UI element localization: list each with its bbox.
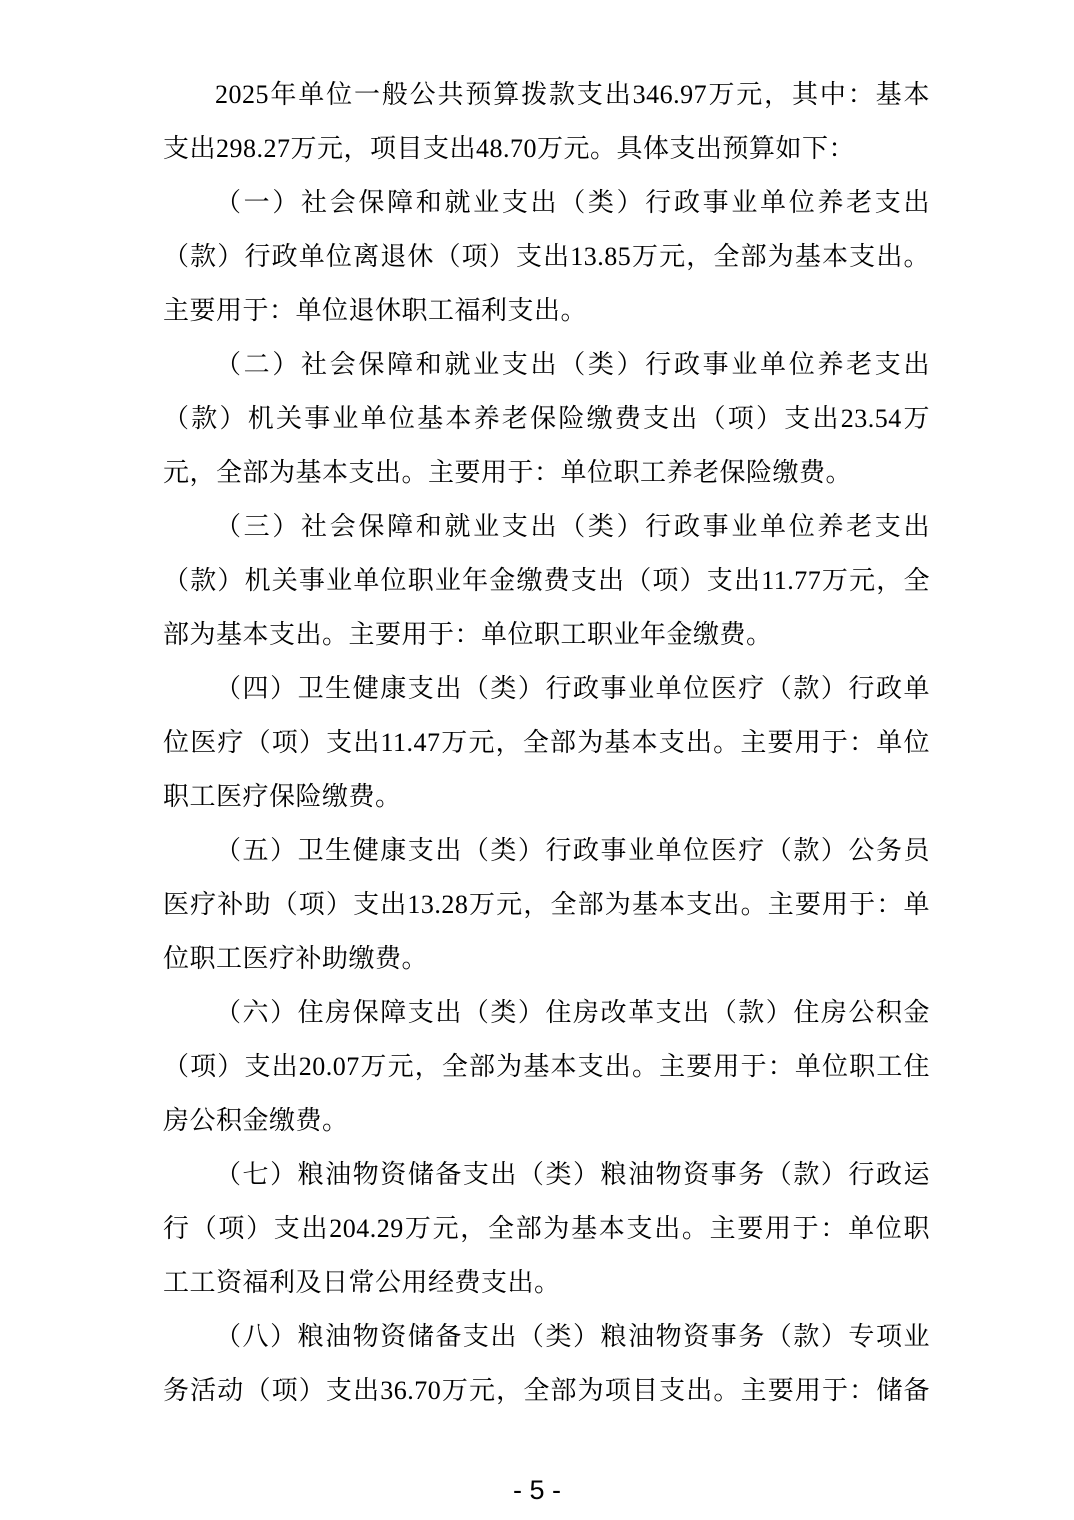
paragraph <box>163 500 930 662</box>
text-line: 主要用于：单位退休职工福利支出。 <box>163 296 588 325</box>
text-line: （五）卫生健康支出（类）行政事业单位医疗（款）公务员 <box>215 836 930 865</box>
paragraph <box>163 1310 930 1418</box>
text-line: （八）粮油物资储备支出（类）粮油物资事务（款）专项业 <box>215 1322 930 1351</box>
text-line: （款）机关事业单位职业年金缴费支出（项）支出11.77万元，全 <box>163 566 930 595</box>
text-line: 工工资福利及日常公用经费支出。 <box>163 1268 561 1297</box>
text-line: （三）社会保障和就业支出（类）行政事业单位养老支出 <box>215 512 930 541</box>
page-number: - 5 - <box>512 1475 561 1505</box>
paragraph <box>163 662 930 824</box>
paragraph <box>163 986 930 1148</box>
text-line: 2025年单位一般公共预算拨款支出346.97万元，其中：基本 <box>215 80 930 109</box>
text-line: 房公积金缴费。 <box>163 1106 349 1135</box>
text-line: （一）社会保障和就业支出（类）行政事业单位养老支出 <box>215 188 930 217</box>
paragraph <box>163 176 930 338</box>
paragraph <box>163 68 930 176</box>
text-line: 部为基本支出。主要用于：单位职工职业年金缴费。 <box>163 620 773 649</box>
text-line: （项）支出20.07万元，全部为基本支出。主要用于：单位职工住 <box>163 1052 930 1081</box>
text-line: 元，全部为基本支出。主要用于：单位职工养老保险缴费。 <box>163 458 853 487</box>
text-line: 职工医疗保险缴费。 <box>163 782 402 811</box>
text-line: （款）机关事业单位基本养老保险缴费支出（项）支出23.54万 <box>163 404 930 433</box>
text-line: 位职工医疗补助缴费。 <box>163 944 429 973</box>
text-line: 医疗补助（项）支出13.28万元，全部为基本支出。主要用于：单 <box>163 890 930 919</box>
document-body <box>163 68 930 1418</box>
text-line: 位医疗（项）支出11.47万元，全部为基本支出。主要用于：单位 <box>163 728 930 757</box>
text-line: 支出298.27万元，项目支出48.70万元。具体支出预算如下： <box>163 134 856 163</box>
text-line: 务活动（项）支出36.70万元，全部为项目支出。主要用于：储备 <box>163 1376 930 1405</box>
paragraph <box>163 824 930 986</box>
text-line: （七）粮油物资储备支出（类）粮油物资事务（款）行政运 <box>215 1160 930 1189</box>
text-line: 行（项）支出204.29万元，全部为基本支出。主要用于：单位职 <box>163 1214 930 1243</box>
text-line: （六）住房保障支出（类）住房改革支出（款）住房公积金 <box>215 998 930 1027</box>
paragraph <box>163 338 930 500</box>
text-line: （二）社会保障和就业支出（类）行政事业单位养老支出 <box>215 350 930 379</box>
text-line: （款）行政单位离退休（项）支出13.85万元，全部为基本支出。 <box>163 242 930 271</box>
paragraph <box>163 1148 930 1310</box>
text-line: （四）卫生健康支出（类）行政事业单位医疗（款）行政单 <box>215 674 930 703</box>
